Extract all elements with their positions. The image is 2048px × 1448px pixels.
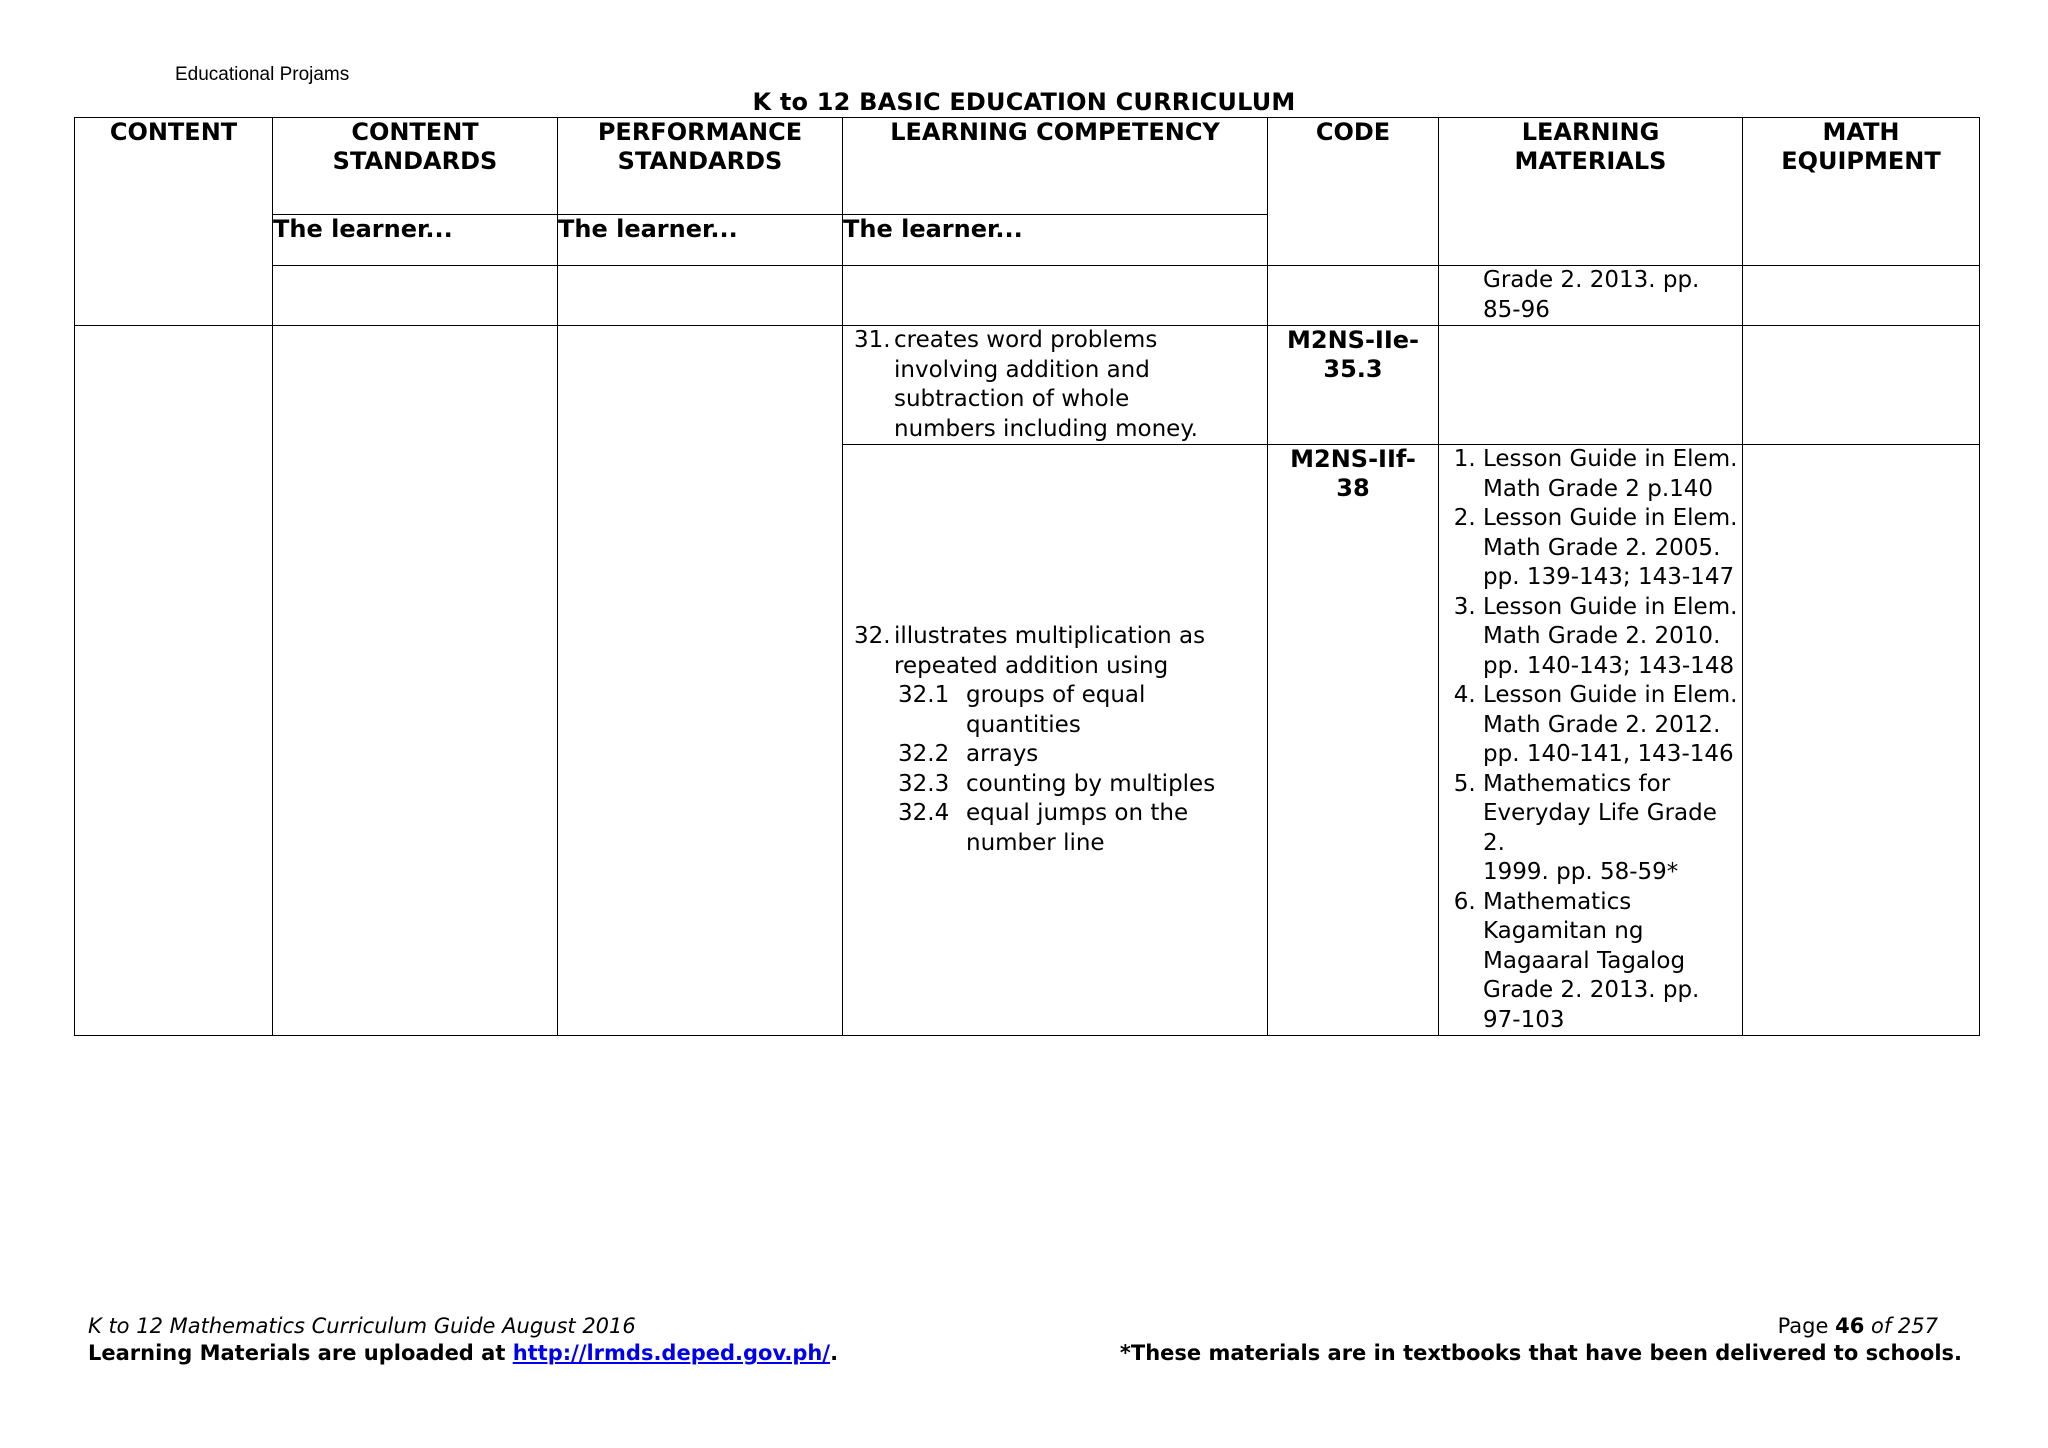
list-item <box>1483 888 1738 1036</box>
math-equipment-cell <box>1743 326 1980 445</box>
materials-line: pp. 139-143; 143-147 <box>1483 564 1735 590</box>
upload-note <box>88 1340 838 1367</box>
upload-suffix: . <box>830 1341 839 1365</box>
sub-item-number: 32.1 <box>898 682 950 708</box>
code-line: M2NS-IIf- <box>1290 445 1416 473</box>
column-header-content-standards <box>273 118 558 215</box>
brand-header: Educational Projams <box>175 64 350 85</box>
code-cell <box>1268 326 1439 445</box>
code-line: 35.3 <box>1323 355 1383 383</box>
page-indicator <box>1120 1313 1962 1340</box>
materials-line: Everyday Life Grade 2. <box>1483 800 1717 856</box>
sub-item-line: arrays <box>966 741 1039 767</box>
learner-label: The learner... <box>843 215 1268 266</box>
learner-label: The learner... <box>273 215 558 266</box>
materials-line: pp. 140-141, 143-146 <box>1483 741 1734 767</box>
materials-line: pp. 140-143; 143-148 <box>1483 652 1735 679</box>
code-line: M2NS-IIe- <box>1286 326 1419 354</box>
math-equipment-cell <box>1743 445 1980 1036</box>
footer-right <box>1120 1313 1962 1367</box>
header-line: MATERIALS <box>1514 147 1667 175</box>
materials-line: 1999. pp. 58-59* <box>1483 859 1679 885</box>
header-line: STANDARDS <box>332 147 498 175</box>
column-header-content: CONTENT <box>75 118 273 326</box>
document-title: K to 12 BASIC EDUCATION CURRICULUM <box>752 88 1296 116</box>
materials-line: 3. Lesson Guide in Elem. <box>1483 593 1738 620</box>
materials-line: 2. Lesson Guide in Elem. <box>1483 505 1738 531</box>
column-header-learning-competency: LEARNING COMPETENCY <box>843 118 1268 215</box>
curriculum-guide-label: K to 12 Mathematics Curriculum Guide August 2016 <box>88 1314 636 1338</box>
code-cell <box>1268 445 1439 1036</box>
sub-item-number: 32.3 <box>898 770 950 797</box>
competency-line: numbers including money. <box>894 415 1198 442</box>
content-cell <box>75 326 273 1036</box>
sub-item-line: groups of equal <box>966 682 1146 708</box>
content-standards-cell <box>273 326 558 1036</box>
list-item <box>1483 504 1738 593</box>
competency-line: subtraction of whole <box>894 386 1130 412</box>
materials-line: Grade 2. 2013. pp. <box>1483 267 1700 293</box>
competency-line: involving addition and <box>894 356 1150 383</box>
materials-line: Kagamitan ng <box>1483 918 1644 944</box>
learning-materials-cell <box>1439 266 1743 326</box>
learning-materials-cell <box>1439 445 1743 1036</box>
materials-line: 6. Mathematics <box>1483 888 1632 915</box>
sub-item <box>894 770 1259 800</box>
competency-line: repeated addition using <box>894 652 1169 679</box>
page-number: 46 <box>1835 1314 1865 1338</box>
code-cell <box>1268 266 1439 326</box>
performance-standards-cell <box>558 266 843 326</box>
materials-line: 85-96 <box>1483 296 1550 323</box>
footer-left <box>88 1313 838 1367</box>
code-line: 38 <box>1336 474 1370 502</box>
textbook-note: *These materials are in textbooks that have been delivered to schools. <box>1119 1341 1962 1365</box>
page-label: Page <box>1777 1314 1836 1338</box>
materials-line: Math Grade 2. 2005. <box>1483 534 1721 561</box>
materials-line: 1. Lesson Guide in Elem. <box>1483 446 1738 472</box>
materials-line: Math Grade 2. 2010. <box>1483 623 1721 649</box>
curriculum-table <box>74 117 1980 1036</box>
materials-line: 97-103 <box>1483 1006 1565 1033</box>
lrmds-link[interactable]: http://lrmds.deped.gov.ph/ <box>512 1341 831 1365</box>
materials-line: Math Grade 2 p.140 <box>1483 475 1714 502</box>
materials-line: 4. Lesson Guide in Elem. <box>1483 682 1738 708</box>
sub-item <box>894 740 1259 770</box>
competency-number: 32. <box>854 623 891 649</box>
column-header-learning-materials <box>1439 118 1743 266</box>
performance-standards-cell <box>558 326 843 1036</box>
learning-competency-cell <box>843 266 1268 326</box>
list-item <box>1483 681 1738 770</box>
materials-line: 5. Mathematics for <box>1483 770 1671 797</box>
materials-line: Math Grade 2. 2012. <box>1483 711 1721 738</box>
sub-item-line: equal jumps on the <box>966 800 1189 826</box>
sub-item <box>894 799 1259 858</box>
learner-label: The learner... <box>558 215 843 266</box>
list-item <box>1483 445 1738 504</box>
table-row <box>75 326 1980 445</box>
sub-item-number: 32.2 <box>898 741 950 767</box>
header-line: CONTENT <box>351 118 479 146</box>
header-line: LEARNING <box>1521 118 1660 146</box>
learning-competency-cell <box>843 326 1268 445</box>
sub-item-line: quantities <box>966 711 1081 738</box>
column-header-performance-standards <box>558 118 843 215</box>
sub-item-number: 32.4 <box>898 800 950 826</box>
header-line: MATH <box>1822 118 1900 146</box>
header-line: STANDARDS <box>617 147 783 175</box>
upload-prefix: Learning Materials are uploaded at <box>88 1341 513 1365</box>
list-item <box>1483 593 1738 682</box>
column-header-code: CODE <box>1268 118 1439 266</box>
header-line: EQUIPMENT <box>1781 147 1941 175</box>
math-equipment-cell <box>1743 266 1980 326</box>
learning-materials-cell <box>1439 326 1743 445</box>
column-header-math-equipment <box>1743 118 1980 266</box>
materials-list <box>1439 445 1742 1035</box>
sub-item-line: number line <box>966 829 1105 856</box>
list-item <box>1483 770 1738 888</box>
content-standards-cell <box>273 266 558 326</box>
page-total: of 257 <box>1864 1314 1938 1338</box>
competency-line: illustrates multiplication as <box>894 623 1206 649</box>
header-row <box>75 118 1980 215</box>
learning-competency-cell <box>843 445 1268 1036</box>
header-line: PERFORMANCE <box>597 118 803 146</box>
materials-line: Grade 2. 2013. pp. <box>1483 977 1700 1003</box>
competency-number: 31. <box>854 327 891 353</box>
sub-item-line: counting by multiples <box>966 770 1216 797</box>
materials-line: Magaaral Tagalog <box>1483 947 1686 974</box>
sub-item <box>894 681 1259 740</box>
competency-line: creates word problems <box>894 327 1158 353</box>
table-row <box>75 266 1980 326</box>
